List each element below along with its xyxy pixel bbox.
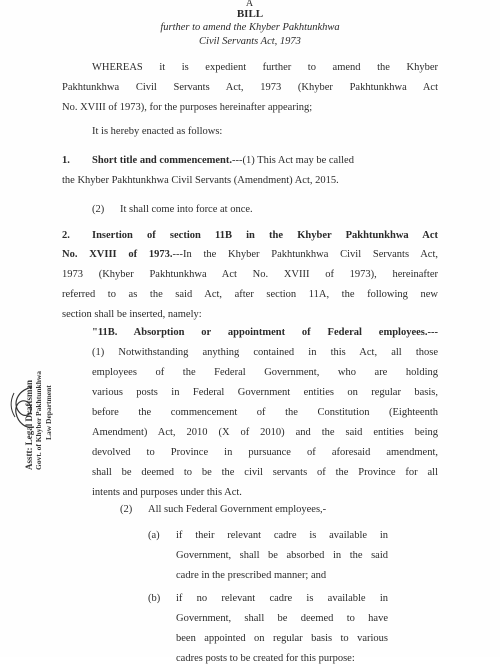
section-11b — [92, 323, 438, 503]
clause-b — [176, 589, 388, 669]
clause-a — [176, 526, 388, 586]
section-11b-line: before the commencement of the Constitution (Eighteenth — [92, 407, 438, 418]
section-11b-line: employees of the Federal Government, who are holding — [92, 367, 438, 378]
section-2-line: section shall be inserted, namely: — [62, 309, 202, 320]
section-2-number: 2. — [62, 230, 70, 241]
enacting-clause: It is hereby enacted as follows: — [92, 126, 223, 137]
section-11b-heading: "11B. Absorption or appointment of Federal employees.--- — [92, 327, 438, 338]
clause-b-line: if no relevant cadre is available in — [176, 593, 388, 604]
clause-b-label: (b) — [148, 593, 161, 604]
bill-subtitle-line-2: Civil Servants Act, 1973 — [199, 36, 301, 47]
section-11b-line: intents and purposes under this Act. — [92, 487, 242, 498]
bill-subtitle-line-1: further to amend the Khyber Pakhtunkhwa — [160, 22, 340, 33]
preamble-line: Pakhtunkhwa Civil Servants Act, 1973 (Khyber Pakhtunkhwa Act — [62, 82, 438, 93]
stamp-line-2: Govt. of Khyber Pakhtunkhwa — [34, 370, 43, 470]
section-11b-sub-2-number: (2) — [120, 504, 133, 515]
section-11b-line: devolved to Province in pursuance of aforesaid amendment, — [92, 447, 438, 458]
section-11b-line: (1) Notwithstanding anything contained in this Act, all those — [92, 347, 438, 358]
stamp-line-3: Law Department — [44, 385, 53, 440]
stamp-line-1: Asstt: Legal Draftsman — [24, 380, 34, 470]
clause-b-line: Government, shall be deemed to have — [176, 613, 388, 624]
section-11b-line: shall be deemed to be the civil servants of the Province for all — [92, 467, 438, 478]
clause-b-line: been appointed on regular basis to various — [176, 633, 388, 644]
section-2-line: referred to as the said Act, after section 11A, the following new — [62, 289, 438, 300]
section-2-heading-line-1: Insertion of section 11B in the Khyber Pakhtunkhwa Act — [92, 230, 438, 241]
section-1-line-2: the Khyber Pakhtunkhwa Civil Servants (Amendment) Act, 2015. — [62, 175, 339, 186]
clause-a-label: (a) — [148, 530, 160, 541]
section-11b-line: Amendment) Act, 2010 (X of 2010) and the said entities being — [92, 427, 438, 438]
section-1-heading: Short title and commencement. — [92, 155, 232, 166]
section-1-sub-2-number: (2) — [92, 204, 105, 215]
page-mark: A — [245, 0, 255, 9]
section-1-line-1 — [92, 151, 438, 171]
section-1-sub-2-text: It shall come into force at once. — [120, 204, 253, 215]
section-1-text: ---(1) This Act may be called — [231, 155, 354, 166]
bill-title: BILL — [236, 8, 264, 20]
section-2-heading-line-2: No. XVIII of 1973. — [62, 249, 173, 260]
section-2-line: 1973 (Khyber Pakhtunkhwa Act No. XVIII of 1973), hereinafter — [62, 269, 438, 280]
signature — [6, 383, 40, 435]
preamble-line: No. XVIII of 1973), for the purposes hereinafter appearing; — [62, 102, 313, 113]
section-11b-line: various posts in Federal Government entities on regular basis, — [92, 387, 438, 398]
clause-a-line: if their relevant cadre is available in — [176, 530, 388, 541]
section-1-number: 1. — [62, 155, 70, 166]
preamble-line: WHEREAS it is expedient further to amend the Khyber — [92, 62, 438, 73]
clause-a-line: cadre in the prescribed manner; and — [176, 570, 327, 581]
section-11b-sub-2-text: All such Federal Government employees,- — [148, 504, 327, 515]
clause-b-line: cadres posts to be created for this purpose: — [176, 653, 355, 664]
clause-a-line: Government, shall be absorbed in the said — [176, 550, 388, 561]
section-2-body: No. XVIII of 1973.---In the Khyber Pakhtunkhwa Civil Servants Act, 1973 (Khyber Pakhtunkhwa Act No. XVIII of 1973), hereinafter referred to as the said Act, after section 11A, the following new section shall be inserted, namely: — [62, 245, 438, 325]
preamble — [62, 58, 438, 118]
